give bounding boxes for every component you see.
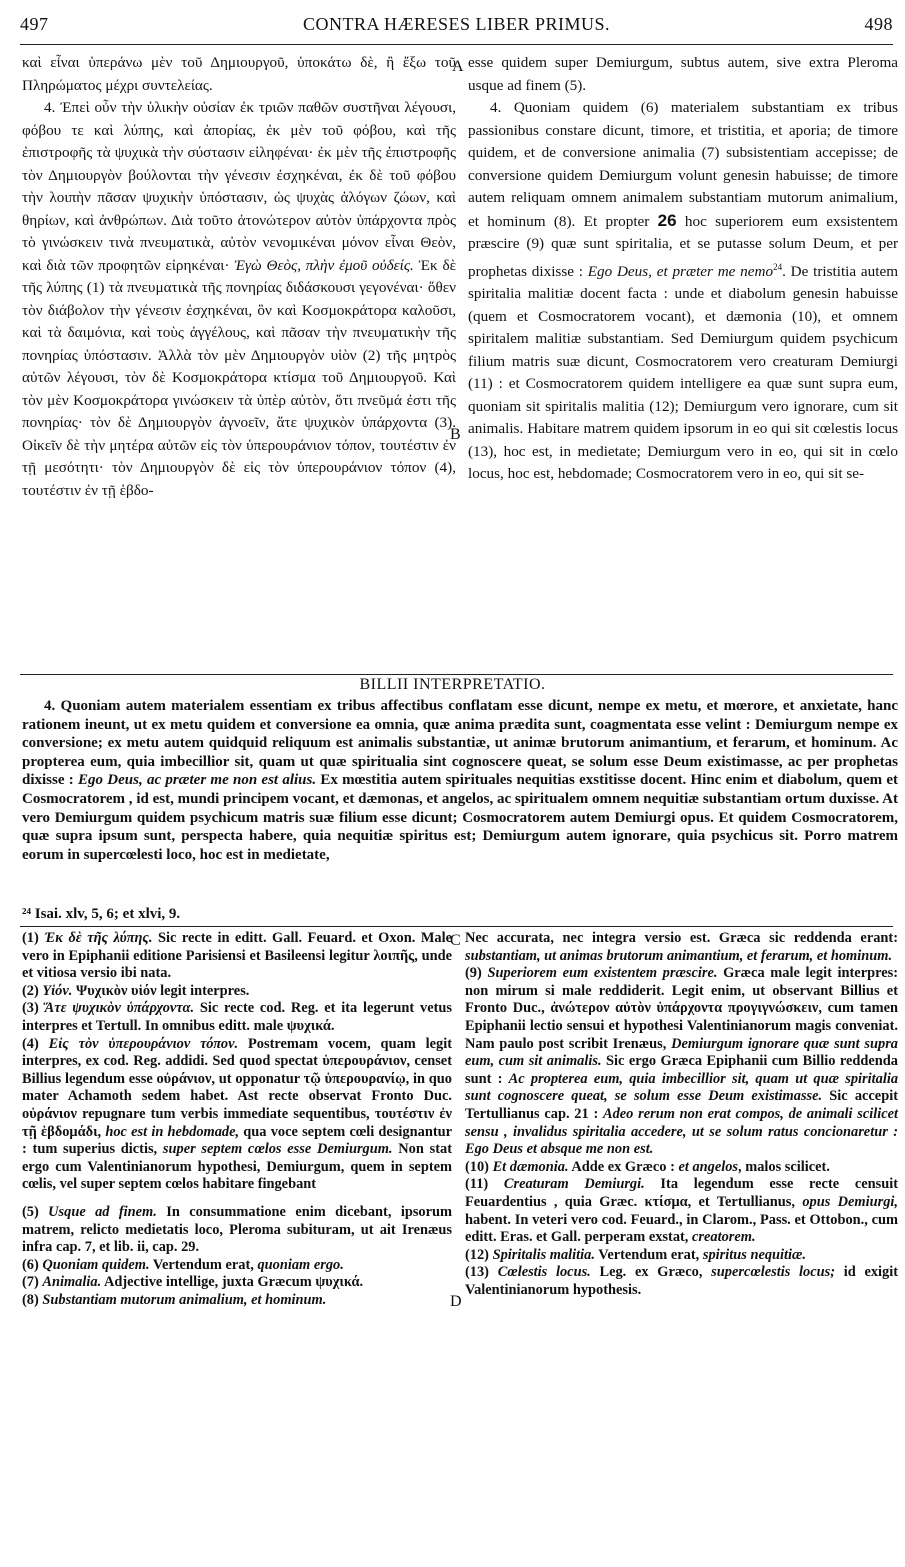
billii-quote: Ego Deus, ac præter me non est alius. (78, 772, 317, 789)
page-number-right: 498 (864, 14, 893, 34)
greek-text: Ἐκ δὲ τῆς λύπης (1) τὰ πνευματικὰ τῆς πονηρίας διδάσκουσι γεγονέναι· ὅθεν τὸν διάβολον τὴν γένεσιν ἐσχηκέναι, ὃν καὶ Κοσμοκράτορα καλοῦσι, καὶ τὰ δαιμόνια, καὶ τοὺς ἀγγέλους, καὶ πᾶσαν τὴν πνευματικὴν τῆς πονηρίας ὑπόστασιν. Ἀλλὰ τὸν μὲν Δημιουργὸν υἱὸν (2) τῆς μητρὸς αὐτῶν λέγουσι, τὸν δὲ Κοσμοκράτορα κτίσμα τοῦ Δημιουργοῦ. Καὶ τὸν μὲν Κοσμοκράτορα γινώσκειν τὰ ὑπὲρ αὐτὸν, ὅτι πνεῦμά ἐστι τῆς πονηρίας· τὸν δὲ Δημιουργὸν ἀγνοεῖν, ἅτε ψυχικὸν ὑπάρχοντα (3). Οἰκεῖν δὲ τὴν μητέρα αὐτῶν εἰς τὸν ὑπερουράνιον τόπον, τουτέστιν ἐν τῇ μεσότητι· τὸν Δημιουργὸν δὲ εἰς τὸν ὑπερουράνιον τόπον (4), τουτέστιν ἐν τῇ ἑβδο- (22, 256, 456, 499)
footnote-ref: 24 (773, 261, 783, 272)
note-1: (1) Ἐκ δὲ τῆς λύπης. Sic recte in editt. Gall. Feuard. et Oxon. Male vero in Epiphanii editione Parisiensi et Basileensi legitur λοιπῆς, unde et vitiosa versio ibi nata. (22, 930, 452, 982)
latin-text: hoc superiorem eum exsistentem præscire (9) quæ sunt spiritalia, et se putasse solum Deum, et per prophetas dixisse : (468, 212, 898, 280)
notes-left-column (22, 930, 452, 1309)
running-title: CONTRA HÆRESES LIBER PRIMUS. (302, 14, 611, 34)
margin-letter-c: C (450, 932, 461, 949)
billii-text: Ex mœstitia autem spirituales nequitias exstitisse docent. Hinc enim et diabolum, quem et Cosmocratorem , id est, mundi principem vocant, et dæmonas, et angelos, ac spiritualem omnem nequitiæ substantiam ortum duxisse. At vero Demiurgum quidem psychicum matris suæ filium esse dicunt; Cosmocratorem autem Demiurgi opus. Et quidem Cosmocratorem, quæ supra ipsum sunt, perspecta habere, quia nequitiæ spiritus est; Demiurgum autem ignorare, quia psychicus sit. Porro matrem eorum in supercœlesti loco, hoc est in medietate, (22, 772, 898, 863)
latin-paragraph (468, 97, 898, 486)
note-8: (8) Substantiam mutorum animalium, et hominum. (22, 1291, 327, 1308)
greek-paragraph: καὶ εἶναι ὑπεράνω μὲν τοῦ Δημιουργοῦ, ὑποκάτω δὲ, ἢ ἔξω τοῦ Πληρώματος μέχρι συντελείας. (22, 54, 456, 94)
note-5: (5) Usque ad finem. In consummatione enim dicebant, ipsorum matrem, relicto medietatis loco, Pleroma subituram, ut ait Irenæus infra cap. 7, et lib. ii, cap. 29. (22, 1203, 452, 1256)
greek-text-column (22, 52, 456, 502)
greek-quote: Ἐγὼ Θεὸς, πλὴν ἐμοῦ οὐδείς. (234, 256, 414, 274)
latin-quote: Ego Deus, et præter me nemo (587, 262, 774, 280)
latin-text: 4. Quoniam quidem (6) materialem substantiam ex tribus passionibus constare dicunt, timore, et tristitia, et aporia; de timore quidem, et de conversione animalia (7) subsistentiam accepisse; de conversione quidem Demiurgum volunt genesin habuisse; de timore autem reliquam omnem animalem substantiam mutorum animalium, et hominum (8). Et propter (468, 99, 898, 230)
latin-paragraph: esse quidem super Demiurgum, subtus autem, sive extra Pleroma usque ad finem (5). (468, 54, 898, 94)
margin-letter-b: B (450, 426, 461, 443)
page-number-left: 497 (20, 14, 49, 34)
note-12: (12) Spiritalis malitia. Vertendum erat, spiritus nequitiæ. (465, 1246, 807, 1263)
billii-paragraph (22, 697, 898, 864)
note-10: (10) Et dæmonia. Adde ex Græco : et angelos, malos scilicet. (465, 1158, 830, 1175)
note-2: (2) Υἱόν. Ψυχικὸν υἱόν legit interpres. (22, 982, 250, 999)
note-9: (9) Superiorem eum existentem præscire. Græca male legit interpres: non mirum si male reddiderit. Legit enim, ut observant Billius et Fronto Duc., ἀνώτερον αὐτὸν ὑπάρχοντα προγιγνώσκειν, cum tamen Epiphanii lectio sensui et hypothesi Valentinianorum magis conveniat. Nam paulo post scribit Irenæus, Demiurgum ignorare quæ sunt supra eum, cum sit animalis. Sic ergo Græca Epiphanii cum Billio reddenda sunt : Ac propterea eum, quia imbecillior sit, quam ut quæ spiritalia sunt cognoscere queat, se solum esse Deum existimasse. Sic accepit Tertullianus cap. 21 : Adeo rerum non erat compos, de animali scilicet sensu , invalidus spiritalia accedere, ut se solum ratus concionaretur : Ego Deus et absque me non est. (465, 965, 899, 1158)
section-title: BILLII INTERPRETATIO. (359, 676, 546, 693)
note-11: (11) Creaturam Demiurgi. Ita legendum esse recte censuit Feuardentius , quia Græc. κτίσμα, et Tertullianus, opus Demiurgi, habent. In veteri vero cod. Feuard., in Clarom., Pass. et Ottobon., cum editt. Eras. et Gall. perperam exstat, creatorem. (465, 1176, 898, 1246)
running-header (20, 14, 893, 40)
billii-text: 4. Quoniam autem materialem essentiam ex tribus affectibus conflatam esse dicunt, nempe ex metu, et mœrore, et anxietate, hanc rationem ineunt, ut ex metu quidem et conversione ea omnia, quæ anima prædita sunt, coagmentata esse velint : Demiurgum nempe ex conversione; ex metu autem quidquid reliquum est animalis substantiæ, ut animæ brutorum animantium, et ferarum, et hominum. Ac propterea eum, quia imbecillior sit, quam ut quæ spiritualia sint cognoscere queat, se solum esse Deum existimasse, ac per prophetas dixisse : (22, 698, 898, 789)
billii-interpretation (22, 697, 898, 864)
note-6: (6) Quoniam quidem. Vertendum erat, quoniam ergo. (22, 1256, 344, 1273)
note-3: (3) Ἅτε ψυχικὸν ὑπάρχοντα. Sic recte cod. Reg. et ita legerunt vetus interpres et Tertull. In omnibus editt. male ψυχικά. (22, 1000, 452, 1034)
margin-letter-a: A (452, 58, 464, 75)
latin-text: . De tristitia autem spiritalia malitiæ docent facta : unde et diabolum genesin habuisse (quem et Cosmocratorem vocant), et dæmonia (10), et omnem spiritalem malitiæ substantiam. Sed Demiurgum quidem psychicum filium matris suæ dicunt, Cosmocratorem vero creaturam Demiurgi (11) : et Cosmocratorem quidem intelligere ea quæ sunt supra eum, quoniam sit spiritalis malitia (12); Demiurgum vero ignorare, cum sit animalis. Habitare matrem quidem ipsorum in eo qui sit cœlestis locus (13), hoc est, in medietate; Demiurgum vero in eo, qui sit in cœlo locus, hoc est, hebdomade; Cosmocratorem vero in eo, qui sit se- (468, 262, 899, 483)
footnote-24: ²⁴ Isai. xlv, 5, 6; et xlvi, 9. (22, 906, 181, 922)
header-rule (20, 44, 893, 45)
greek-paragraph (22, 97, 456, 502)
note-13: (13) Cœlestis locus. Leg. ex Græco, supercœlestis locus; id exigit Valentinianorum hypothesis. (465, 1264, 899, 1298)
note-7: (7) Animalia. Adjective intellige, juxta Græcum ψυχικά. (22, 1274, 364, 1291)
note-4: (4) Εἰς τὸν ὑπερουράνιον τόπον. Postremam vocem, quam legit interpres, ex cod. Reg. addidi. Sed quod spectat ὑπερουράνιον, censet Billius legendum esse οὐράνιον, ut opponatur τῷ ὑπερουρανίῳ, in quo mater Achamoth sedem habet. Ast recte observat Fronto Duc. οὐράνιον repugnare tum verbis immediate sequentibus, τουτέστιν ἐν τῇ ἑβδομάδι, hoc est in hebdomade, qua voce septem cœli designantur : tum superius dictis, super septem cœlos esse Demiurgum. Non stat ergo cum Valentinianorum hypothesi, Demiurgum, quem in septem cœlis, vel super septem cœlos habitare fingebant (22, 1035, 453, 1193)
notes-right-column (465, 930, 898, 1299)
notes-rule (20, 926, 893, 927)
page-marker: 26 (657, 210, 677, 230)
margin-letter-d: D (450, 1293, 462, 1310)
greek-text: 4. Ἐπεὶ οὖν τὴν ὑλικὴν οὐσίαν ἐκ τριῶν παθῶν συστῆναι λέγουσι, φόβου τε καὶ λύπης, καὶ ἀπορίας, ἐκ μὲν τοῦ φόβου, καὶ τῆς ἐπιστροφῆς τὰ ψυχικὰ τὴν σύστασιν εἰληφέναι· ἐκ μὲν τῆς ἐπιστροφῆς τὸν Δημιουργὸν βούλονται τὴν γένεσιν ἐσχηκέναι, ἐκ δὲ τοῦ φόβου τὴν λοιπὴν πᾶσαν ψυχικὴν ὑπόστασιν, ὡς ψυχὰς ἀλόγων ζώων, καὶ θηρίων, καὶ ἀνθρώπων. Διὰ τοῦτο ἀτονώτερον αὐτὸν ὑπάρχοντα πρὸς τὸ γινώσκειν τινὰ πνευματικὰ, αὐτὸν νενομικέναι μόνον εἶναι Θεὸν, καὶ διὰ τῶν προφητῶν εἰρηκέναι· (22, 99, 456, 274)
section-rule (20, 674, 893, 675)
note-8-cont: Nec accurata, nec integra versio est. Græca sic reddenda erant: substantiam, ut animas brutorum animantium, et ferarum, et hominum. (465, 930, 898, 964)
latin-text-column (468, 52, 898, 486)
